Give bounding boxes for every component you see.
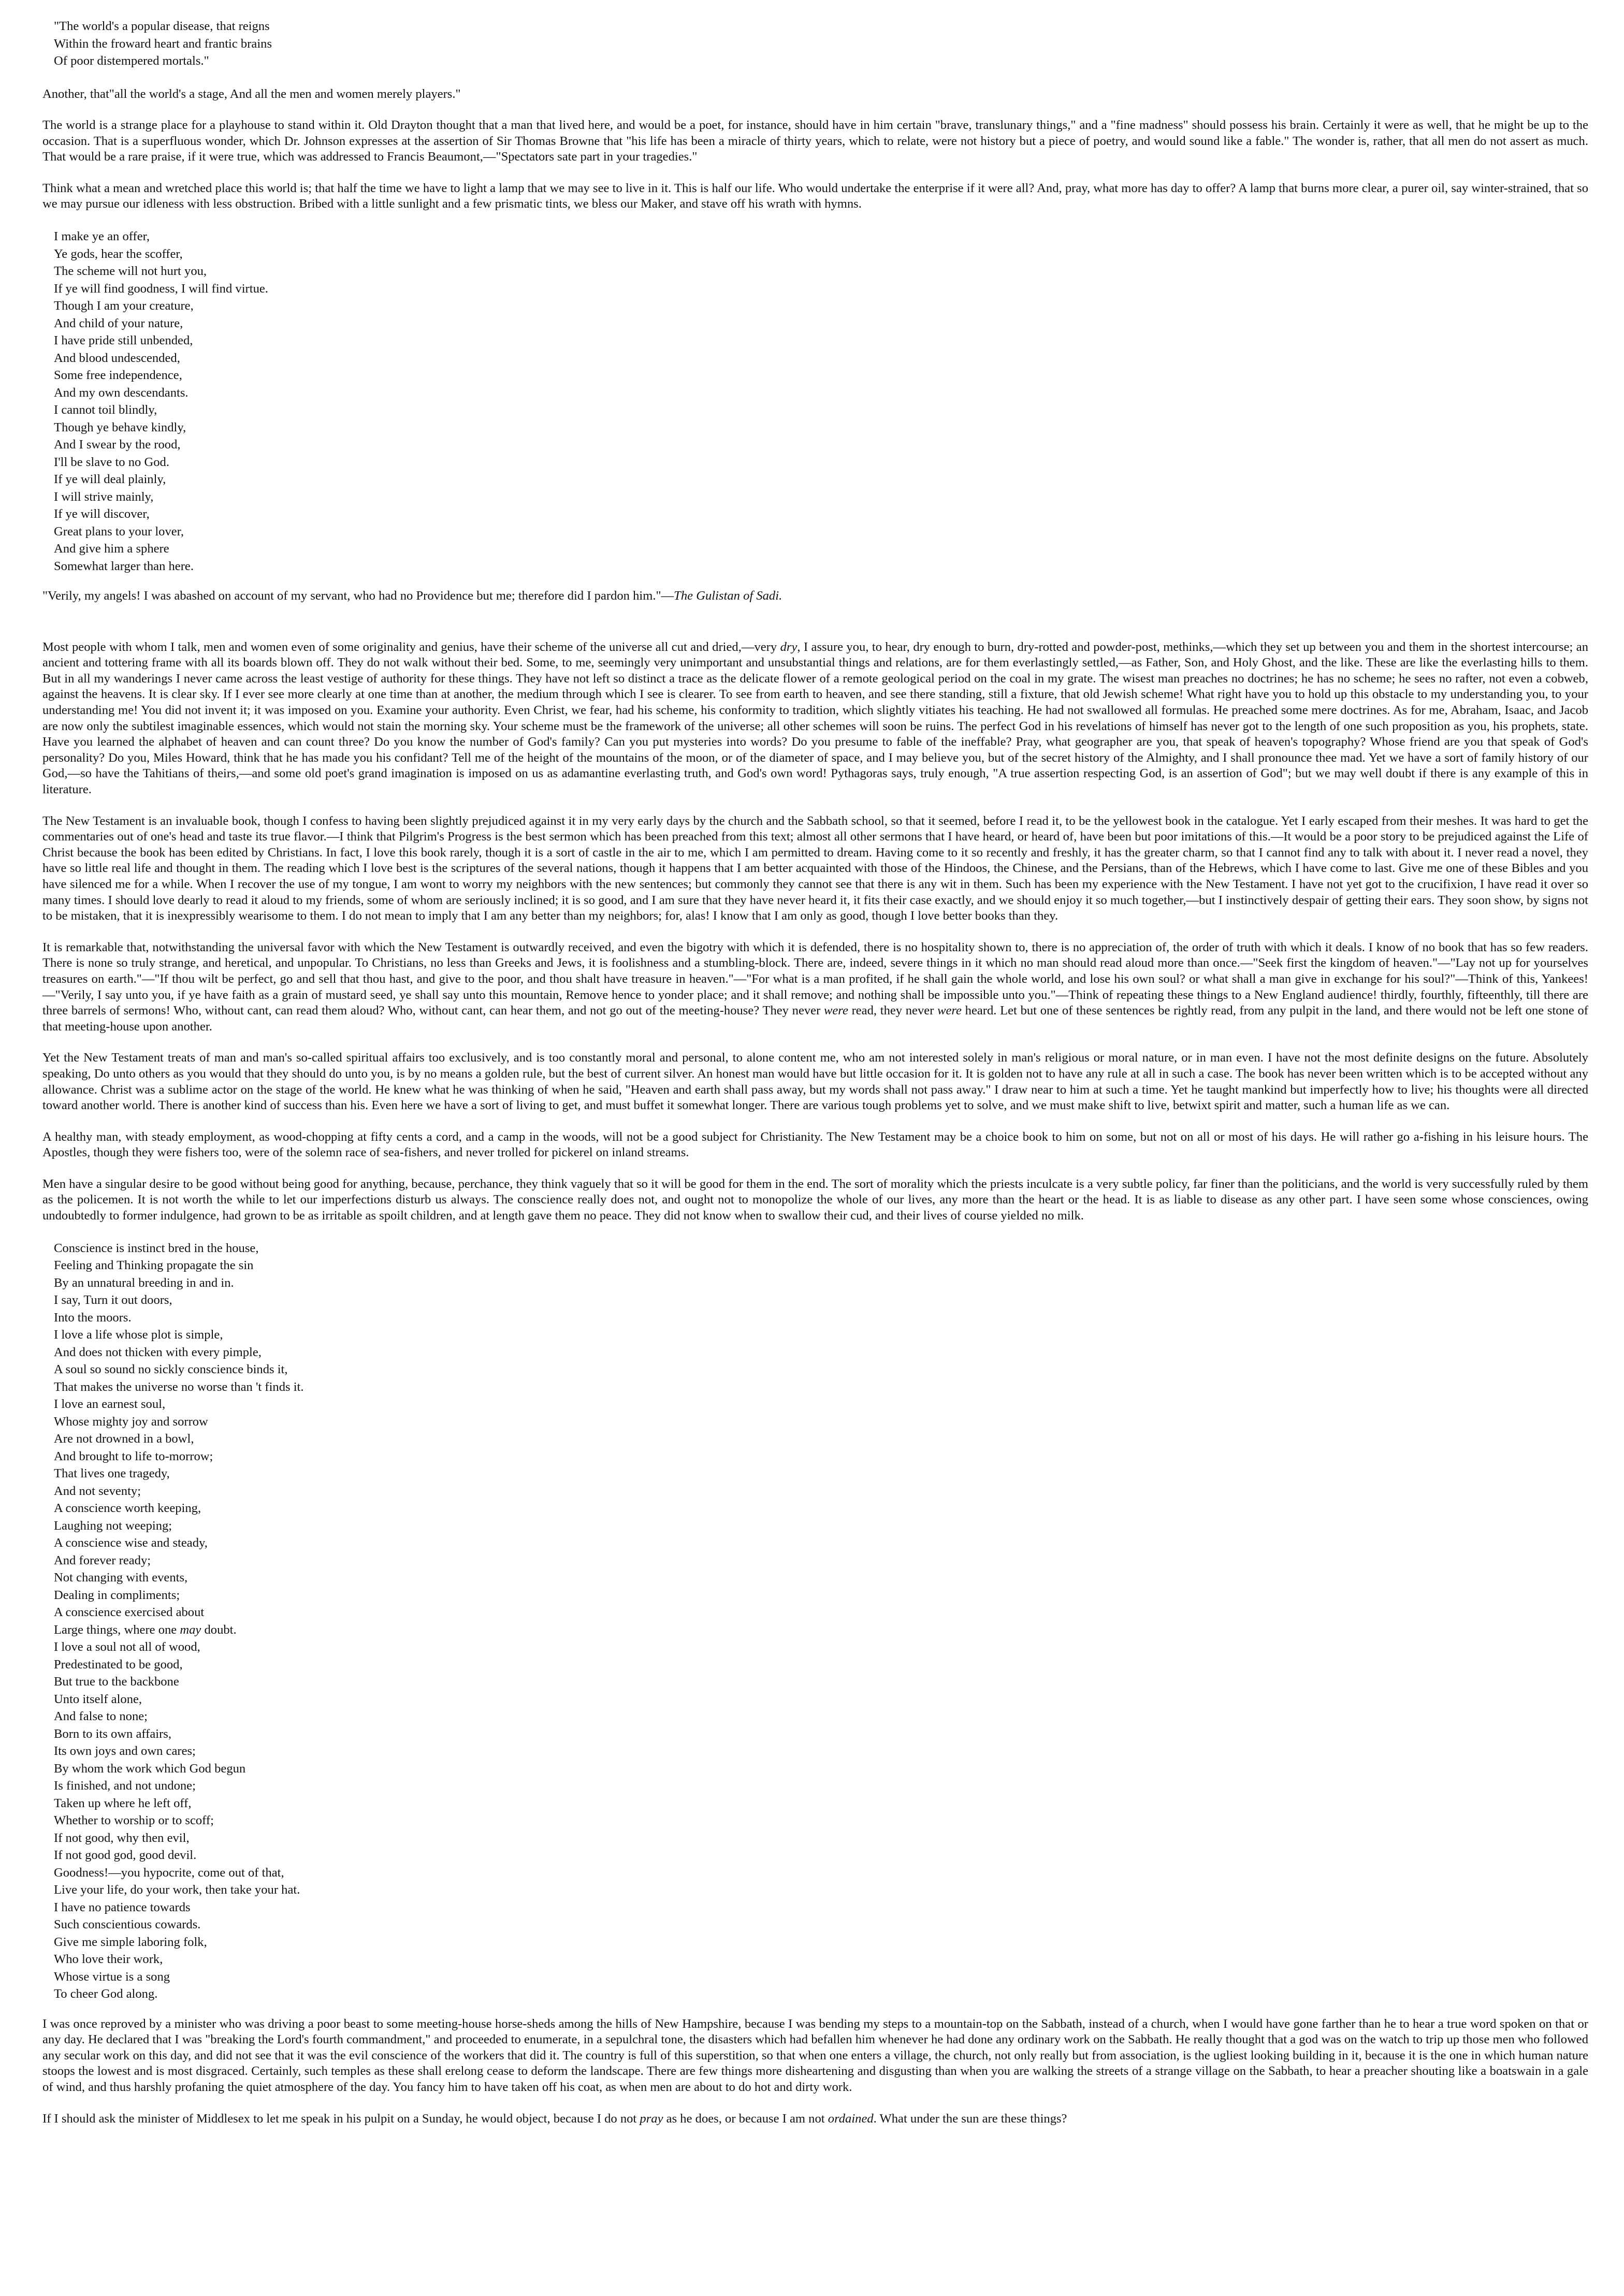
verse-line: But true to the backbone	[54, 1675, 179, 1689]
paragraph-reproved-by-minister: I was once reproved by a minister who was driving a poor beast to some meeting-house horse-sheds among the hills of New Hampshire, because I was bending my steps to a mountain-top on the Sabbath, instead of a church, when I would have gone farther than he to hear a true word spoken on that or any day. He declared that I was "breaking the Lord's fourth commandment," and proceeded to enumerate, in a sepulchral tone, the disasters which had befallen him whenever he had done any ordinary work on the Sabbath. He really thought that a god was on the watch to trip up those men who followed any secular work on this day, and did not see that it was the evil conscience of the workers that did it. The country is full of this superstition, so that when one enters a village, the church, not only really but from association, is the ugliest looking building in it, because it is the one in which human nature stoops the lowest and is most disgraced. Certainly, such temples as these shall erelong cease to deform the landscape. There are few things more disheartening and disgusting than when you are walking the streets of a strange village on the Sabbath, to hear a preacher shouting like a boatswain in a gale of wind, and thus harshly profaning the quiet atmosphere of the day. You fancy him to have taken off his coat, as when men are about to do hot and dirty work.	[42, 2016, 1588, 2095]
verse-line: Into the moors.	[54, 1310, 132, 1325]
verse-line: Goodness!—you hypocrite, come out of that,	[54, 1865, 284, 1880]
verse-line: Whose mighty joy and sorrow	[54, 1414, 208, 1429]
verse-line: Live your life, do your work, then take your hat.	[54, 1883, 300, 1897]
verse-line: Laughing not weeping;	[54, 1518, 172, 1533]
verse-line: And false to none;	[54, 1709, 148, 1724]
verse-line: If not good god, good devil.	[54, 1848, 197, 1863]
verse-line: And child of your nature,	[54, 316, 183, 330]
verse-line: Though I am your creature,	[54, 299, 194, 313]
verse-line: By an unnatural breeding in and in.	[54, 1275, 234, 1290]
gulistan-quote-text: "Verily, my angels! I was abashed on account of my servant, who had no Providence but me; therefore did I pardon him."—	[42, 589, 674, 603]
verse-line: That makes the universe no worse than 't finds it.	[54, 1379, 304, 1394]
verse-line: Such conscientious cowards.	[54, 1917, 201, 1932]
verse-line: Unto itself alone,	[54, 1692, 142, 1706]
paragraph-middlesex-minister	[42, 2111, 1588, 2127]
verse-line: I love a life whose plot is simple,	[54, 1328, 223, 1342]
verse-line: And give him a sphere	[54, 542, 169, 556]
middlesex-text-b: as he does, or because I am not	[663, 2111, 828, 2126]
verse-line: Of poor distempered mortals."	[54, 54, 209, 68]
verse-line: To cheer God along.	[54, 1987, 158, 2001]
verse-line: Give me simple laboring folk,	[54, 1935, 207, 1949]
verse-line: Within the froward heart and frantic brains	[54, 36, 272, 51]
paragraph-mean-place: Think what a mean and wretched place this world is; that half the time we have to light a lamp that we may see to live in it. This is half our life. Who would undertake the enterprise if it were all? And, pray, what more has day to offer? A lamp that burns more clear, a purer oil, say winter-strained, that so we may pursue our idleness with less obstruction. Bribed with a little sunlight and a few prismatic tints, we bless our Maker, and stave off his wrath with hymns.	[42, 181, 1588, 211]
verse-line: A conscience worth keeping,	[54, 1501, 201, 1516]
verse-line: I cannot toil blindly,	[54, 403, 157, 417]
verse-popular-disease	[54, 18, 1588, 70]
verse-line: By whom the work which God begun	[54, 1761, 246, 1776]
middlesex-text-a: If I should ask the minister of Middlesex to let me speak in his pulpit on a Sunday, he would object, because I do not	[42, 2111, 640, 2126]
verse-line: And I swear by the rood,	[54, 438, 181, 452]
verse-line: And not seventy;	[54, 1484, 141, 1498]
middlesex-text-c: . What under the sun are these things?	[873, 2111, 1067, 2126]
verse-line: Ye gods, hear the scoffer,	[54, 246, 183, 261]
verse-line: I say, Turn it out doors,	[54, 1293, 172, 1307]
verse-conscience-part-b	[54, 1638, 1588, 2003]
scheme-text-b: , I assure you, to hear, dry enough to burn, dry-rotted and powder-post, methinks,—which they set up between you and them in the shortest intercourse; an ancient and tottering frame with all its boards blown off. They do not walk without their bed. Some, to me, seemingly very unimportant and unsubstantial things and relations, are for them everlastingly settled,—as Father, Son, and Holy Ghost, and the like. These are like the everlasting hills to them. But in all my wanderings I never came across the least vestige of authority for these things. They have not left so distinct a trace as the delicate flower of a remote geological period on the coal in my grate. The wisest man preaches no doctrines; he has no scheme; he sees no rafter, not even a cobweb, against the heavens. It is clear sky. If I ever see more clearly at one time than at another, the medium through which I see is clearer. To see from earth to heaven, and see there standing, still a fixture, that old Jewish scheme! What right have you to hold up this obstacle to my understanding you, to your understanding me! You did not invent it; it was imposed on you. Examine your authority. Even Christ, we fear, had his scheme, his conformity to tradition, which slightly vitiates his teaching. He had not swallowed all formulas. He preached some mere doctrines. As for me, Abraham, Isaac, and Jacob are now only the subtilest imaginable essences, which would not stain the morning sky. Your scheme must be the framework of the universe; all other schemes will soon be ruins. The perfect God in his revelations of himself has never got to the length of one such proposition as you, his prophets, state. Have you learned the alphabet of heaven and can count three? Do you know the number of God's family? Can you put mysteries into words? Do you presume to fable of the ineffable? Pray, what geographer are you, that speak of heaven's topography? Whose friend are you that speak of God's personality? Do you, Miles Howard, think that he has made you his confidant? Tell me of the height of the mountains of the moon, or of the diameter of space, and I may believe you, but of the secret history of the Almighty, and I shall pronounce thee mad. Yet we have a sort of family history of our God,—so have the Tahitians of theirs,—and some old poet's grand imagination is imposed on us as adamantine everlasting truth, and God's own word! Pythagoras says, truly enough, "A true assertion respecting God, is an assertion of God"; but we may well doubt if there is any example of this in literature.	[42, 640, 1588, 796]
may-doubt-emphasis: may	[180, 1622, 201, 1637]
verse-line: Though ye behave kindly,	[54, 420, 186, 434]
verse-line: Its own joys and own cares;	[54, 1744, 196, 1759]
middlesex-emphasis-ordained: ordained	[828, 2111, 874, 2126]
verse-line: And my own descendants.	[54, 385, 189, 400]
verse-offer-to-gods	[54, 228, 1588, 575]
verse-line: Are not drowned in a bowl,	[54, 1432, 194, 1446]
verse-line: I have no patience towards	[54, 1900, 191, 1914]
verse-line: And forever ready;	[54, 1553, 151, 1567]
verse-line: Conscience is instinct bred in the house,	[54, 1241, 259, 1255]
verse-line: Not changing with events,	[54, 1571, 188, 1585]
verse-line: If not good, why then evil,	[54, 1830, 190, 1845]
verse-line: Whether to worship or to scoff;	[54, 1813, 214, 1828]
paragraph-scheme-of-universe	[42, 640, 1588, 798]
verse-line: Some free independence,	[54, 368, 182, 383]
verse-line: I have pride still unbended,	[54, 333, 193, 348]
paragraph-stage-quote: Another, that"all the world's a stage, And all the men and women merely players."	[42, 86, 461, 101]
remarkable-emphasis-were-1: were	[823, 1004, 848, 1018]
section-gap	[42, 620, 1588, 640]
verse-line: Feeling and Thinking propagate the sin	[54, 1258, 254, 1273]
verse-conscience-part-a	[54, 1240, 1588, 1621]
verse-line: A conscience wise and steady,	[54, 1536, 208, 1550]
verse-line: I love an earnest soul,	[54, 1397, 166, 1412]
verse-line: Dealing in compliments;	[54, 1588, 180, 1602]
verse-line: If ye will find goodness, I will find virtue.	[54, 281, 268, 296]
verse-line: Taken up where he left off,	[54, 1796, 192, 1810]
verse-line: That lives one tragedy,	[54, 1466, 170, 1481]
verse-line-may-doubt	[54, 1621, 1588, 1639]
paragraph-spiritual-affairs: Yet the New Testament treats of man and man's so-called spiritual affairs too exclusively, and is too constantly moral and personal, to alone content me, who am not interested solely in man's religious or moral nature, or in man even. I have not the most definite designs on the future. Absolutely speaking, Do unto others as you would that they should do unto you, is by no means a golden rule, but the best of current silver. An honest man would have but little occasion for it. It is golden not to have any rule at all in such a case. The book has never been written which is to be accepted without any allowance. Christ was a sublime actor on the stage of the world. He knew what he was thinking of when he said, "Heaven and earth shall pass away, but my words shall not pass away." I draw near to him at such a time. Yet he taught mankind but imperfectly how to live; his thoughts were all directed toward another world. There is another kind of success than his. Even here we have a sort of living to get, and must buffet it somewhat longer. There are various tough problems yet to solve, and we must make shift to live, betwixt spirit and matter, such a human life as we can.	[42, 1051, 1588, 1113]
may-doubt-text-b: doubt.	[201, 1622, 237, 1637]
paragraph-gulistan-quote	[42, 588, 1588, 604]
verse-line: And blood undescended,	[54, 351, 180, 365]
verse-line: Predestinated to be good,	[54, 1657, 183, 1672]
verse-line: "The world's a popular disease, that reigns	[54, 19, 270, 33]
verse-line: If ye will discover,	[54, 507, 150, 521]
scheme-text-a: Most people with whom I talk, men and women even of some originality and genius, have their scheme of the universe all cut and dried,—very	[42, 640, 780, 654]
paragraph-new-testament: The New Testament is an invaluable book, though I confess to having been slightly prejudiced against it in my very early days by the church and the Sabbath school, so that it seemed, before I read it, to be the yellowest book in the catalogue. Yet I early escaped from their meshes. It was hard to get the commentaries out of one's head and taste its true flavor.—I think that Pilgrim's Progress is the best sermon which has been preached from this text; almost all other sermons that I have heard, or heard of, have been but poor imitations of this.—It would be a poor story to be prejudiced against the Life of Christ because the book has been edited by Christians. In fact, I love this book rarely, though it is a sort of castle in the air to me, which I am permitted to dream. Having come to it so recently and freshly, it has the greater charm, so that I cannot find any to talk with about it. I never read a novel, they have so little real life and thought in them. The reading which I love best is the scriptures of the several nations, though it happens that I am better acquainted with those of the Hindoos, the Chinese, and the Persians, than of the Hebrews, which I have come to last. Give me one of these Bibles and you have silenced me for a while. When I recover the use of my tongue, I am wont to worry my neighbors with the new sentences; but commonly they cannot see that there is any wit in them. Such has been my experience with the New Testament. I have not yet got to the crucifixion, I have read it over so many times. I should love dearly to read it aloud to my friends, some of whom are seriously inclined; it is so good, and I am sure that they have never heard it, it fits their case exactly, and we should enjoy it so much together,—but I instinctively despair of getting their ears. They soon show, by signs not to be mistaken, that it is inexpressibly wearisome to them. I do not mean to imply that I am any better than my neighbors; for, alas! I know that I am only as good, though I love better books than they.	[42, 813, 1588, 923]
verse-line: Somewhat larger than here.	[54, 559, 194, 573]
verse-line: I will strive mainly,	[54, 489, 154, 504]
gulistan-source: The Gulistan of Sadi.	[674, 589, 782, 603]
verse-line: I'll be slave to no God.	[54, 455, 170, 469]
verse-conscience	[54, 1240, 1588, 2003]
middlesex-emphasis-pray: pray	[640, 2111, 663, 2126]
paragraph-strange-place: The world is a strange place for a playhouse to stand within it. Old Drayton thought that a man that lived here, and would be a poet, for instance, should have in him certain "brave, translunary things," and a "fine madness" should possess his brain. Certainly it were as well, that he might be up to the occasion. That is a superfluous wonder, which Dr. Johnson expresses at the assertion of Sir Thomas Browne that "his life has been a miracle of thirty years, which to relate, were not history but a piece of poetry, and would sound like a fable." The wonder is, rather, that all men do not assert as much. That would be a rare praise, if it were true, which was addressed to Francis Beaumont,—"Spectators sate part in your tragedies."	[42, 118, 1588, 164]
verse-line: Great plans to your lover,	[54, 524, 184, 539]
remarkable-text-b: read, they never	[848, 1004, 938, 1018]
verse-line: A soul so sound no sickly conscience binds it,	[54, 1362, 288, 1377]
remarkable-text-a: It is remarkable that, notwithstanding the universal favor with which the New Testament is outwardly received, and even the bigotry with which it is defended, there is no hospitality shown to, there is no appreciation of, the order of truth with which it deals. I know of no book that has so few readers. There is none so truly strange, and heretical, and unpopular. To Christians, no less than Greeks and Jews, it is foolishness and a stumbling-block. There are, indeed, severe things in it which no man should read aloud more than once.—"Seek first the kingdom of heaven."—"Lay not up for yourselves treasures on earth."—"If thou wilt be perfect, go and sell that thou hast, and give to the poor, and thou shalt have treasure in heaven."—"For what is a man profited, if he shall gain the whole world, and lose his own soul? or what shall a man give in exchange for his soul?"—Think of this, Yankees!—"Verily, I say unto you, if ye have faith as a grain of mustard seed, ye shall say unto this mountain, Remove hence to yonder place; and it shall remove; and nothing shall be impossible unto you."—Think of repeating these things to a New England audience! thirdly, fourthly, fifteenthly, till there are three barrels of sermons! Who, without cant, can read them aloud? Who, without cant, can hear them, and not go out of the meeting-house? They never	[42, 940, 1588, 1018]
paragraph-remarkable	[42, 940, 1588, 1035]
verse-line: Whose virtue is a song	[54, 1969, 170, 1984]
verse-line: I love a soul not all of wood,	[54, 1640, 200, 1654]
document-page	[42, 18, 1588, 2142]
verse-line: Born to its own affairs,	[54, 1726, 172, 1741]
verse-line: The scheme will not hurt you,	[54, 264, 207, 279]
scheme-emphasis-dry: dry	[780, 640, 798, 654]
verse-line: Who love their work,	[54, 1952, 163, 1967]
paragraph-healthy-man: A healthy man, with steady employment, as wood-chopping at fifty cents a cord, and a camp in the woods, will not be a good subject for Christianity. The New Testament may be a choice book to him on some, but not on all or most of his days. He will rather go a-fishing in his leisure hours. The Apostles, though they were fishers too, were of the solemn race of sea-fishers, and never trolled for pickerel on inland streams.	[42, 1129, 1588, 1160]
paragraph-singular-desire: Men have a singular desire to be good without being good for anything, because, perchance, they think vaguely that so it will be good for them in the end. The sort of morality which the priests inculcate is a very subtle policy, far finer than the politicians, and the world is very successfully ruled by them as the policemen. It is not worth the while to let our imperfections disturb us always. The conscience really does not, and ought not to monopolize the whole of our lives, any more than the heart or the head. It is as liable to disease as any other part. I have seen some whose consciences, owing undoubtedly to former indulgence, had grown to be as irritable as spoilt children, and at length gave them no peace. They did not know when to swallow their cud, and their lives of course yielded no milk.	[42, 1176, 1588, 1223]
verse-line: And does not thicken with every pimple,	[54, 1345, 262, 1359]
verse-line: And brought to life to-morrow;	[54, 1449, 213, 1463]
verse-line: If ye will deal plainly,	[54, 472, 166, 487]
remarkable-text-c: heard. Let but one of these sentences be rightly read, from any pulpit in the land, and there would not be left one stone of that meeting-house upon another.	[42, 1004, 1588, 1034]
verse-line: I make ye an offer,	[54, 229, 150, 244]
remarkable-emphasis-were-2: were	[937, 1004, 962, 1018]
verse-line: Is finished, and not undone;	[54, 1779, 196, 1793]
may-doubt-text-a: Large things, where one	[54, 1622, 180, 1637]
verse-line: A conscience exercised about	[54, 1605, 205, 1620]
